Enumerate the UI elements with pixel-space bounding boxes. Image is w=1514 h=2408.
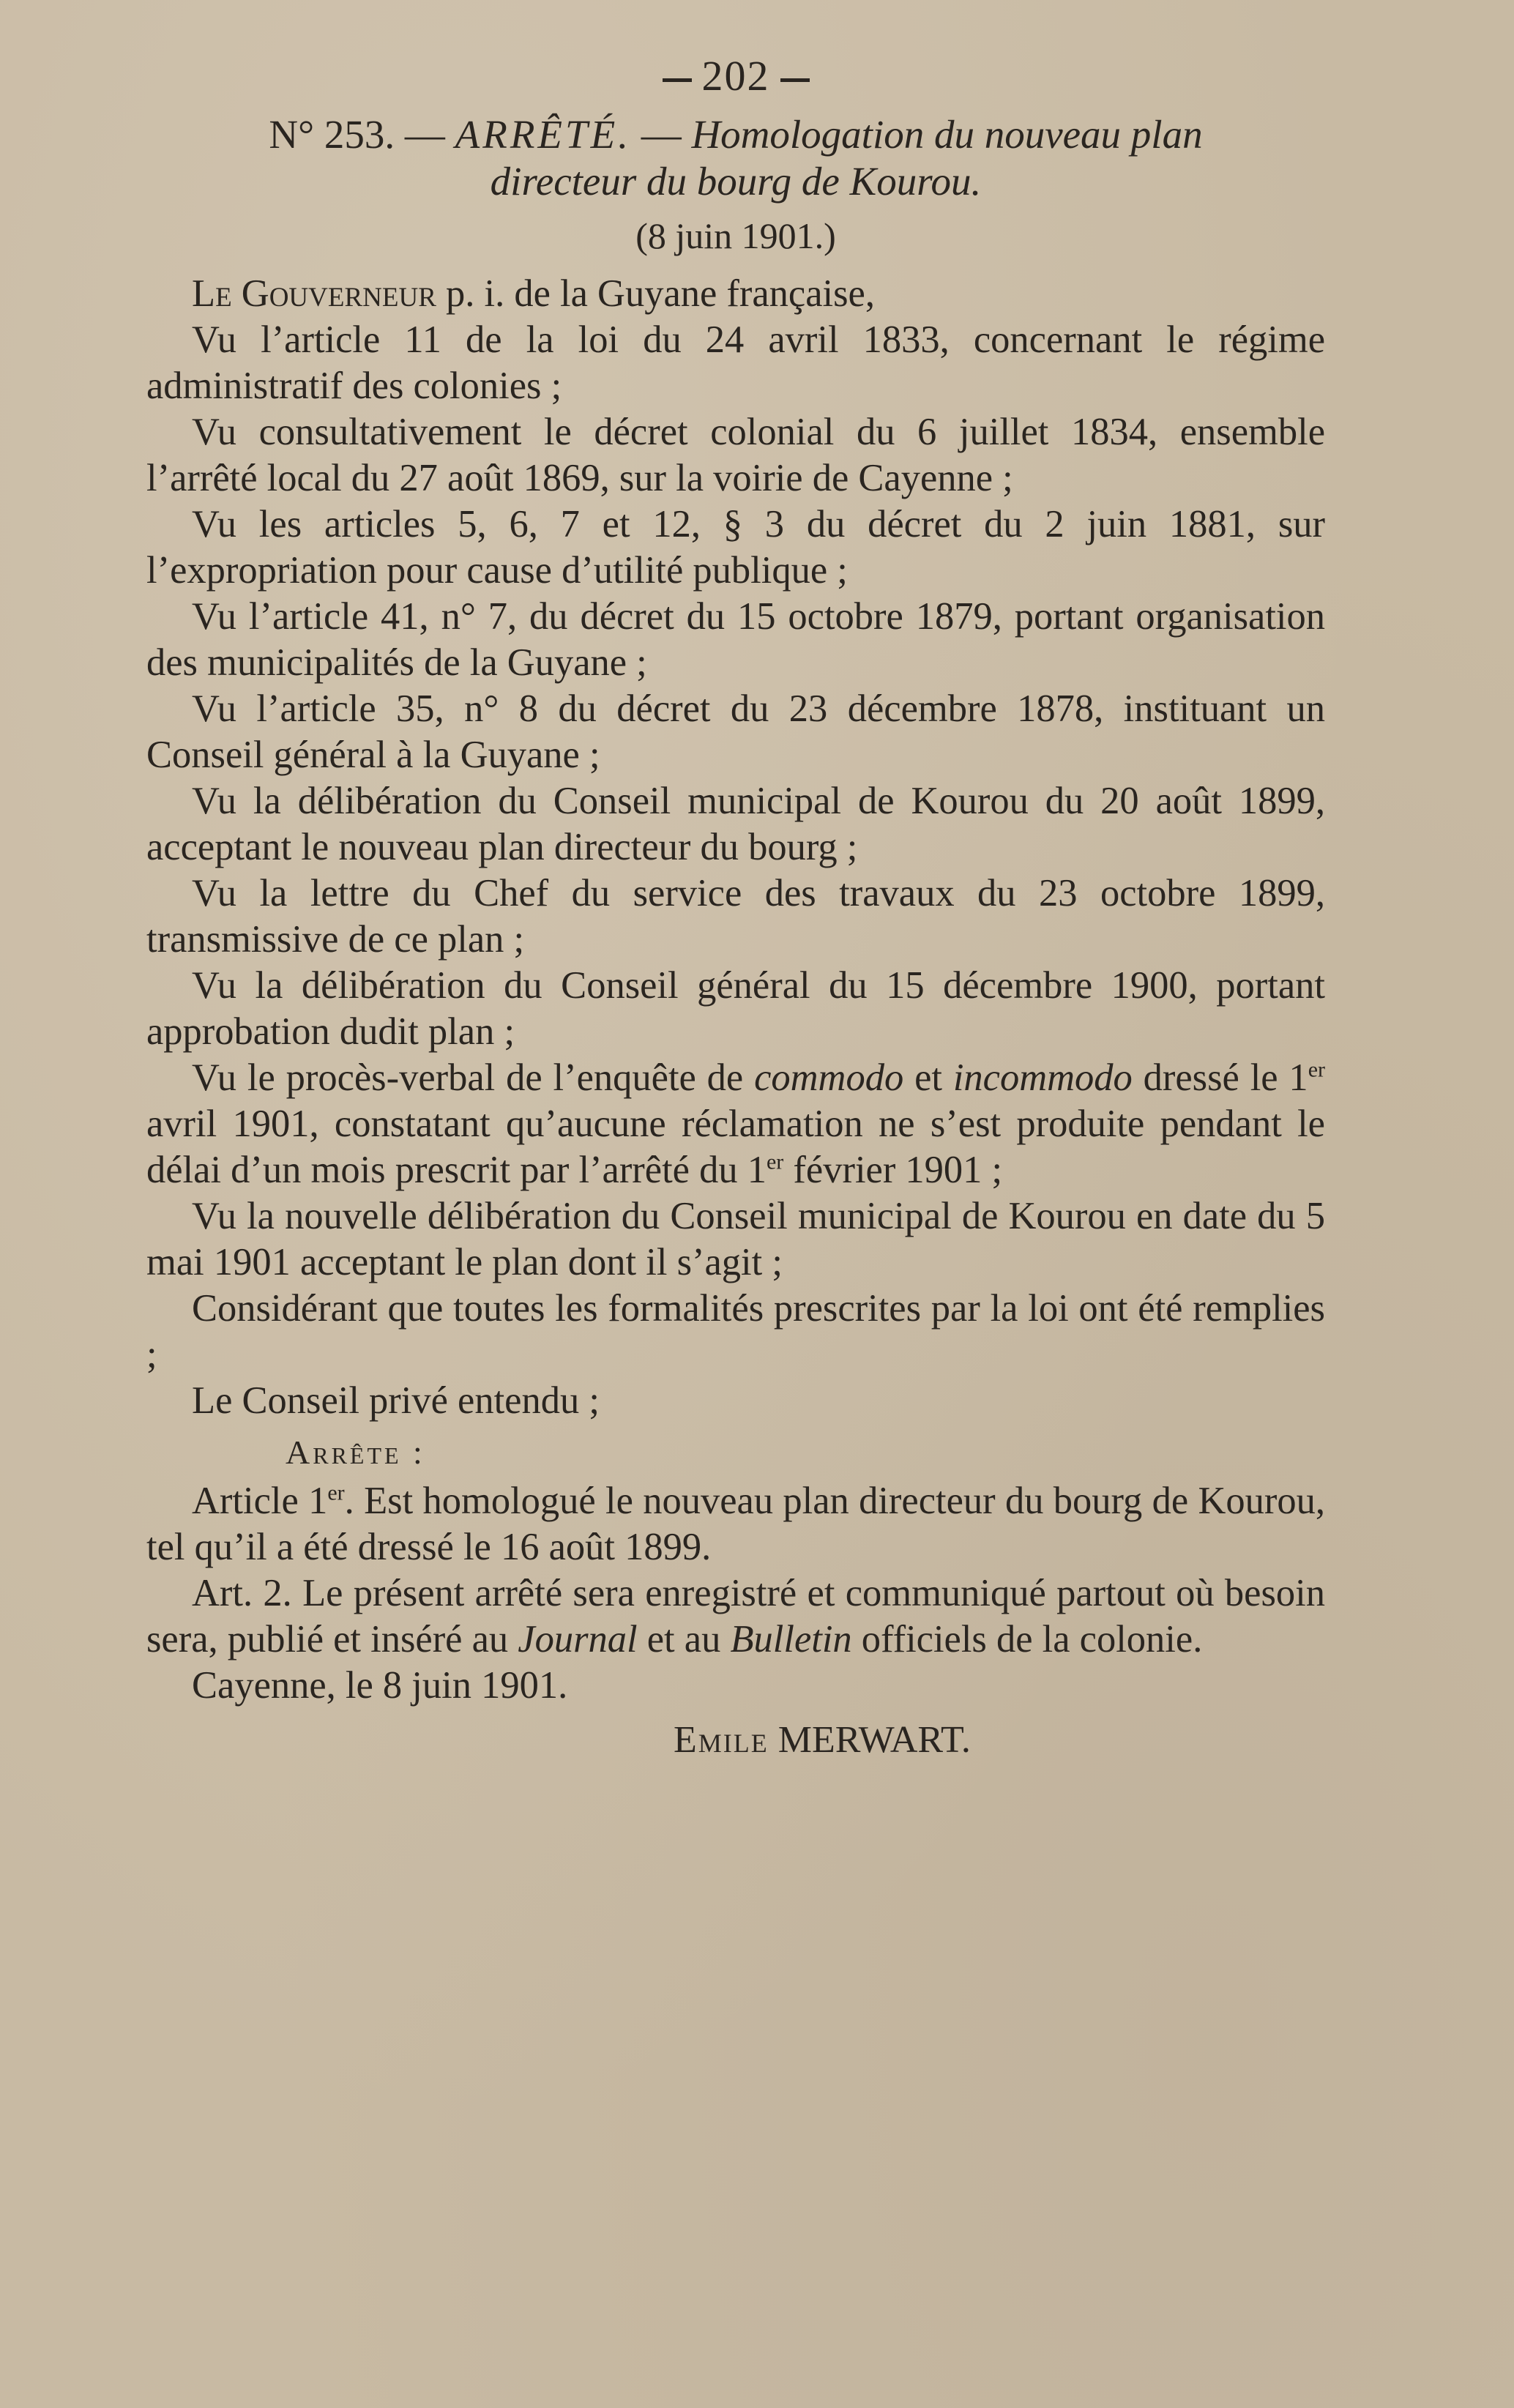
decree-date: (8 juin 1901.): [635, 215, 836, 256]
p9-incommodo: incommodo: [952, 1056, 1133, 1099]
decree-subject-line1: Homologation du nouveau plan: [691, 112, 1203, 157]
art1-text-a: Article 1: [192, 1480, 328, 1522]
visa-paragraph-2: Vu consultativement le décret colonial du 6 juillet 1834, ensemble l’arrêté local du 27 août 1869, sur la voirie de Cayenne ;: [146, 411, 1325, 499]
art2-text-c: officiels de la colonie.: [851, 1618, 1203, 1660]
p9-text-a: Vu le procès-verbal de l’enquête de: [192, 1056, 755, 1099]
arrete-heading: Arrête :: [286, 1434, 425, 1471]
visa-paragraph-3: Vu les articles 5, 6, 7 et 12, § 3 du décret du 2 juin 1881, sur l’expropriation pour cause d’utilité publique ;: [146, 503, 1325, 592]
p9-text-b: dressé le 1: [1132, 1056, 1308, 1099]
p9-text-c: avril 1901, constatant qu’aucune réclamation ne s’est produite pendant le délai d’un mois prescrit par l’arrêté du 1: [146, 1103, 1325, 1191]
art1-sup: er: [327, 1480, 345, 1505]
visa-paragraph-1: Vu l’article 11 de la loi du 24 avril 1833, concernant le régime administratif des colonies ;: [146, 318, 1325, 407]
signature: [674, 1716, 1325, 1764]
document-title: [146, 111, 1325, 205]
visa-paragraph-8: Vu la délibération du Conseil général du 15 décembre 1900, portant approbation dudit plan ;: [146, 964, 1325, 1053]
art2-journal: Journal: [518, 1618, 638, 1660]
p9-text-d: février 1901 ;: [783, 1149, 1003, 1191]
decree-subject-line2: directeur du bourg de Kourou.: [490, 159, 982, 204]
decree-number: N° 253.: [269, 112, 395, 157]
page-number: [146, 51, 1325, 104]
opening-line: [146, 271, 1325, 317]
folio-dash-left: [663, 78, 692, 82]
art1-text-b: . Est homologué le nouveau plan directeur du bourg de Kourou, tel qu’il a été dressé le 16 août 1899.: [146, 1480, 1325, 1568]
signature-first-name: Emile: [674, 1719, 769, 1761]
p9-sup-2: er: [766, 1149, 784, 1174]
opening-rest: p. i. de la Guyane française,: [436, 272, 875, 315]
p9-commodo: commodo: [754, 1056, 904, 1099]
folio-dash-right: [780, 78, 810, 82]
closing-place-date: Cayenne, le 8 juin 1901.: [192, 1664, 568, 1707]
visa-paragraph-5: Vu l’article 35, n° 8 du décret du 23 décembre 1878, instituant un Conseil général à la Guyane ;: [146, 687, 1325, 776]
title-dash-2: —: [641, 112, 682, 157]
p9-et: et: [903, 1056, 953, 1099]
visa-paragraph-9: [146, 1055, 1325, 1193]
visa-paragraph-4: Vu l’article 41, n° 7, du décret du 15 octobre 1879, portant organisation des municipalités de la Guyane ;: [146, 595, 1325, 684]
p9-sup-1: er: [1308, 1057, 1325, 1082]
signature-last-name: MERWART.: [768, 1719, 971, 1761]
opening-authority: Le Gouverneur: [192, 272, 436, 315]
considerant-paragraph: Considérant que toutes les formalités prescrites par la loi ont été remplies ;: [146, 1287, 1325, 1376]
art2-text-a: Art. 2. Le présent arrêté sera enregistré et communiqué partout où besoin sera, publié et inséré au: [146, 1572, 1325, 1660]
visa-paragraph-10: Vu la nouvelle délibération du Conseil municipal de Kourou en date du 5 mai 1901 acceptant le plan dont il s’agit ;: [146, 1195, 1325, 1283]
document-page: [146, 51, 1325, 1764]
decree-type: ARRÊTÉ.: [455, 112, 631, 157]
visa-paragraph-7: Vu la lettre du Chef du service des travaux du 23 octobre 1899, transmissive de ce plan ;: [146, 872, 1325, 961]
title-dash: —: [404, 112, 445, 157]
article-2: [146, 1570, 1325, 1663]
art2-bulletin: Bulletin: [730, 1618, 852, 1660]
visa-paragraph-6: Vu la délibération du Conseil municipal de Kourou du 20 août 1899, acceptant le nouveau plan directeur du bourg ;: [146, 780, 1325, 868]
art2-text-b: et au: [637, 1618, 731, 1660]
folio-number: 202: [701, 52, 770, 100]
conseil-prive-line: Le Conseil privé entendu ;: [192, 1379, 600, 1422]
article-1: [146, 1478, 1325, 1570]
